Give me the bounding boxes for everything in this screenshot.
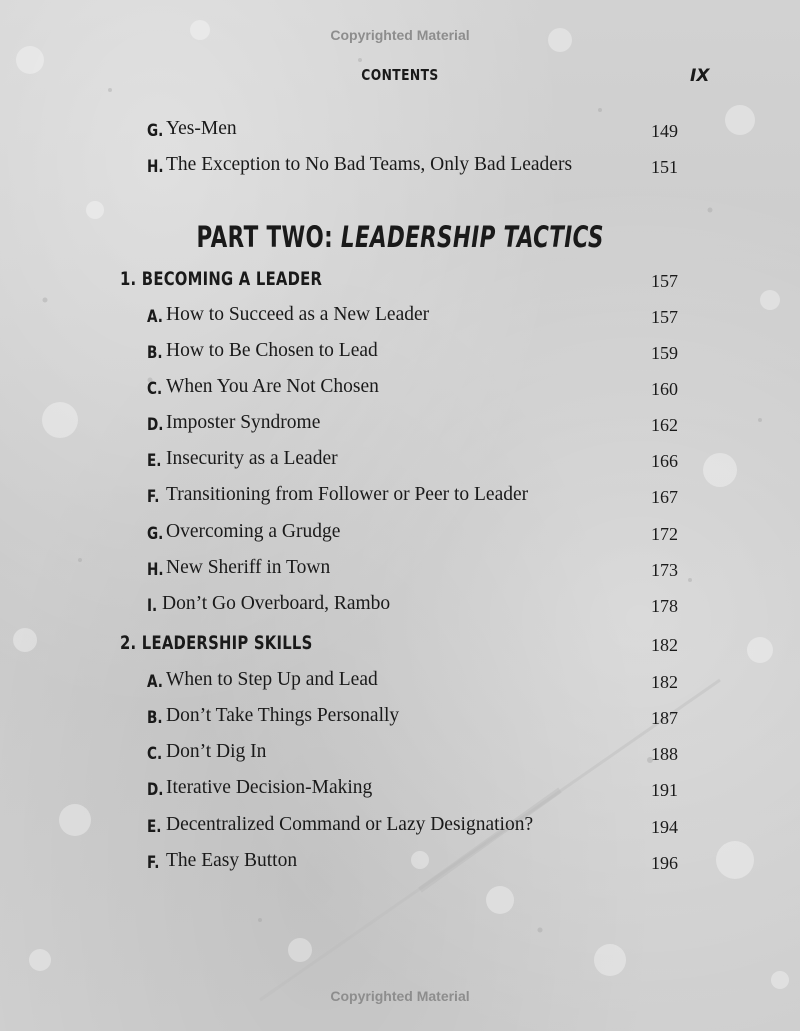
part-heading [0, 220, 800, 254]
entry-letter: G. [147, 121, 164, 141]
entry-title: Don’t Dig In [166, 741, 267, 762]
copyright-notice-top: Copyrighted Material [330, 27, 470, 43]
entry-page: 159 [651, 343, 678, 363]
entry-page: 191 [651, 780, 678, 800]
toc-entry [0, 154, 800, 184]
entry-title: Don’t Take Things Personally [166, 705, 400, 726]
entry-page: 187 [651, 708, 678, 728]
entry-letter: A. [147, 307, 163, 327]
entry-title: The Exception to No Bad Teams, Only Bad Leaders [166, 154, 573, 175]
entry-page: 157 [651, 307, 678, 327]
page-folio: IX [690, 66, 710, 86]
toc-entry [0, 705, 800, 735]
entry-letter: E. [147, 451, 162, 471]
entry-letter: A. [147, 672, 163, 692]
entry-letter: B. [147, 343, 163, 363]
entry-page: 194 [651, 817, 678, 837]
entry-letter: C. [147, 379, 163, 399]
copyright-notice-bottom: Copyrighted Material [330, 988, 470, 1004]
toc-entry [0, 741, 800, 771]
entry-page: 196 [651, 853, 678, 873]
entry-page: 182 [651, 672, 678, 692]
entry-title: Iterative Decision-Making [166, 777, 373, 798]
entry-page: 162 [651, 415, 678, 435]
toc-entry [0, 777, 800, 807]
entry-page: 172 [651, 524, 678, 544]
entry-letter: H. [147, 157, 164, 177]
entry-title: When You Are Not Chosen [166, 376, 379, 397]
entry-letter: F. [147, 853, 160, 873]
entry-letter: C. [147, 744, 163, 764]
toc-chapter [0, 268, 800, 298]
entry-page: 178 [651, 596, 678, 616]
toc-entry [0, 448, 800, 478]
entry-title: New Sheriff in Town [166, 557, 331, 578]
entry-letter: G. [147, 524, 164, 544]
running-head-title: CONTENTS [361, 66, 439, 84]
entry-title: Overcoming a Grudge [166, 521, 341, 542]
toc-entry [0, 484, 800, 514]
entry-title: Transitioning from Follower or Peer to Leader [166, 484, 529, 505]
chapter-page: 182 [651, 635, 678, 655]
entry-page: 151 [651, 157, 678, 177]
entry-letter: D. [147, 415, 164, 435]
entry-page: 173 [651, 560, 678, 580]
entry-letter: B. [147, 708, 163, 728]
entry-letter: D. [147, 780, 164, 800]
part-heading-title: LEADERSHIP TACTICS [340, 220, 604, 254]
entry-letter: F. [147, 487, 160, 507]
chapter-title: 2. LEADERSHIP SKILLS [120, 632, 313, 654]
toc-entry [0, 521, 800, 551]
toc-entry [0, 557, 800, 587]
entry-title: Don’t Go Overboard, Rambo [162, 593, 391, 614]
entry-letter: I. [147, 596, 158, 616]
toc-entry [0, 118, 800, 148]
entry-title: Yes-Men [166, 118, 237, 139]
entry-page: 149 [651, 121, 678, 141]
toc-chapter [0, 632, 800, 662]
entry-title: How to Be Chosen to Lead [166, 340, 378, 361]
entry-title: Decentralized Command or Lazy Designation? [166, 814, 534, 835]
entry-title: Insecurity as a Leader [166, 448, 338, 469]
entry-letter: E. [147, 817, 162, 837]
part-heading-prefix: PART TWO: [196, 220, 341, 254]
toc-entry [0, 304, 800, 334]
chapter-page: 157 [651, 271, 678, 291]
toc-entry [0, 669, 800, 699]
entry-title: Imposter Syndrome [166, 412, 321, 433]
toc-entry [0, 412, 800, 442]
toc-entry [0, 814, 800, 844]
chapter-title: 1. BECOMING A LEADER [120, 268, 323, 290]
entry-page: 166 [651, 451, 678, 471]
toc-entry [0, 850, 800, 880]
entry-page: 167 [651, 487, 678, 507]
entry-title: When to Step Up and Lead [166, 669, 378, 690]
entry-page: 160 [651, 379, 678, 399]
entry-letter: H. [147, 560, 164, 580]
entry-title: How to Succeed as a New Leader [166, 304, 430, 325]
toc-entry [0, 340, 800, 370]
entry-title: The Easy Button [166, 850, 298, 871]
entry-page: 188 [651, 744, 678, 764]
toc-entry [0, 376, 800, 406]
toc-entry [0, 593, 800, 623]
